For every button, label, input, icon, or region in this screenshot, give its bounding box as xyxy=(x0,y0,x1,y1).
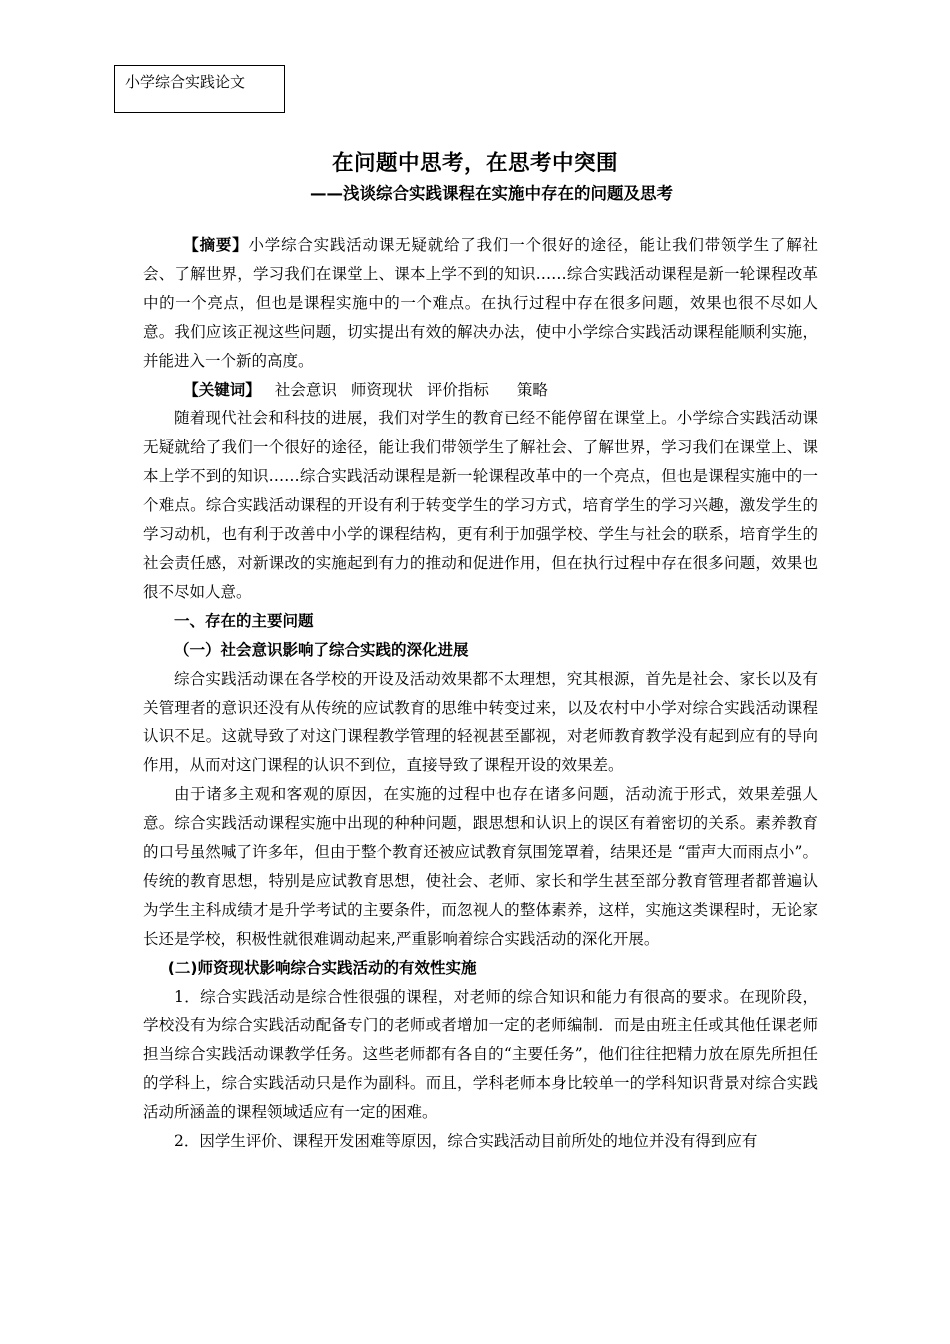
keywords-label: 【关键词】 xyxy=(183,380,261,399)
keyword-item: 师资现状 xyxy=(350,380,413,399)
intro-paragraph: 随着现代社会和科技的进展，我们对学生的教育已经不能停留在课堂上。小学综合实践活动课无疑就给了我们一个很好的途径，能让我们带领学生了解社会、了解世界，学习我们在课堂上、课本上学不到的知识……综合实践活动课程是新一轮课程改革中的一个亮点，但也是课程实施中的一个难点。综合实践活动课程的开设有利于转变学生的学习方式，培育学生的学习兴趣，激发学生的学习动机，也有利于改善中小学的课程结构，更有利于加强学校、学生与社会的联系，培育学生的社会责任感，对新课改的实施起到有力的推动和促进作用，但在执行过程中存在很多问题，效果也很不尽如人意。 xyxy=(143,409,818,601)
subsection-heading: （一）社会意识影响了综合实践的深化进展 xyxy=(174,640,469,659)
abstract-label: 【摘要】 xyxy=(183,236,249,254)
abstract-paragraph xyxy=(143,231,818,376)
keyword-item: 策略 xyxy=(516,380,548,399)
document-title: 在问题中思考，在思考中突围 xyxy=(331,151,618,176)
document-body xyxy=(143,231,818,1156)
keywords-line xyxy=(143,376,818,405)
body-paragraph: 由于诸多主观和客观的原因，在实施的过程中也存在诸多问题，活动流于形式，效果差强人意。综合实践活动课程实施中出现的种种问题，跟思想和认识上的误区有着密切的关系。素养教育的口号虽然喊了许多年，但由于整个教育还被应试教育氛围笼罩着，结果还是 “雷声大而雨点小”。传统的教育思想，特别是应试教育思想，使社会、老师、家长和学生甚至部分教育管理者都普遍认为学生主科成绩才是升学考试的主要条件，而忽视人的整体素养，这样，实施这类课程时，无论家长还是学校，积极性就很难调动起来,严重影响着综合实践活动的深化开展。 xyxy=(143,785,818,948)
keyword-item: 社会意识 xyxy=(274,380,337,399)
keyword-item: 评价指标 xyxy=(426,380,489,399)
body-paragraph: 1．综合实践活动是综合性很强的课程，对老师的综合知识和能力有很高的要求。在现阶段，学校没有为综合实践活动配备专门的老师或者增加一定的老师编制．而是由班主任或其他任课老师担当综合实践活动课教学任务。这些老师都有各自的“主要任务”，他们往往把精力放在原先所担任的学科上，综合实践活动只是作为副科。而且，学科老师本身比较单一的学科知识背景对综合实践活动所涵盖的课程领域适应有一定的困难。 xyxy=(143,987,818,1122)
subsection-heading: (二)师资现状影响综合实践活动的有效性实施 xyxy=(167,958,477,977)
document-subtitle: ——浅谈综合实践课程在实施中存在的问题及思考 xyxy=(310,184,673,203)
document-category-label: 小学综合实践论文 xyxy=(114,65,285,113)
section-heading: 一、存在的主要问题 xyxy=(174,611,314,630)
body-paragraph: 综合实践活动课在各学校的开设及活动效果都不太理想，究其根源，首先是社会、家长以及有关管理者的意识还没有从传统的应试教育的思维中转变过来，以及农村中小学对综合实践活动课程认识不足。这就导致了对这门课程教学管理的轻视甚至鄙视，对老师教育教学没有起到应有的导向作用，从而对这门课程的认识不到位，直接导致了课程开设的效果差。 xyxy=(143,669,818,775)
abstract-text: 小学综合实践活动课无疑就给了我们一个很好的途径，能让我们带领学生了解社会、了解世界，学习我们在课堂上、课本上学不到的知识……综合实践活动课程是新一轮课程改革中的一个亮点，但也是课程实施中的一个难点。在执行过程中存在很多问题，效果也很不尽如人意。我们应该正视这些问题，切实提出有效的解决办法，使中小学综合实践活动课程能顺利实施，并能进入一个新的高度。 xyxy=(143,236,818,370)
body-paragraph: 2．因学生评价、课程开发困难等原因，综合实践活动目前所处的地位并没有得到应有 xyxy=(174,1132,758,1151)
